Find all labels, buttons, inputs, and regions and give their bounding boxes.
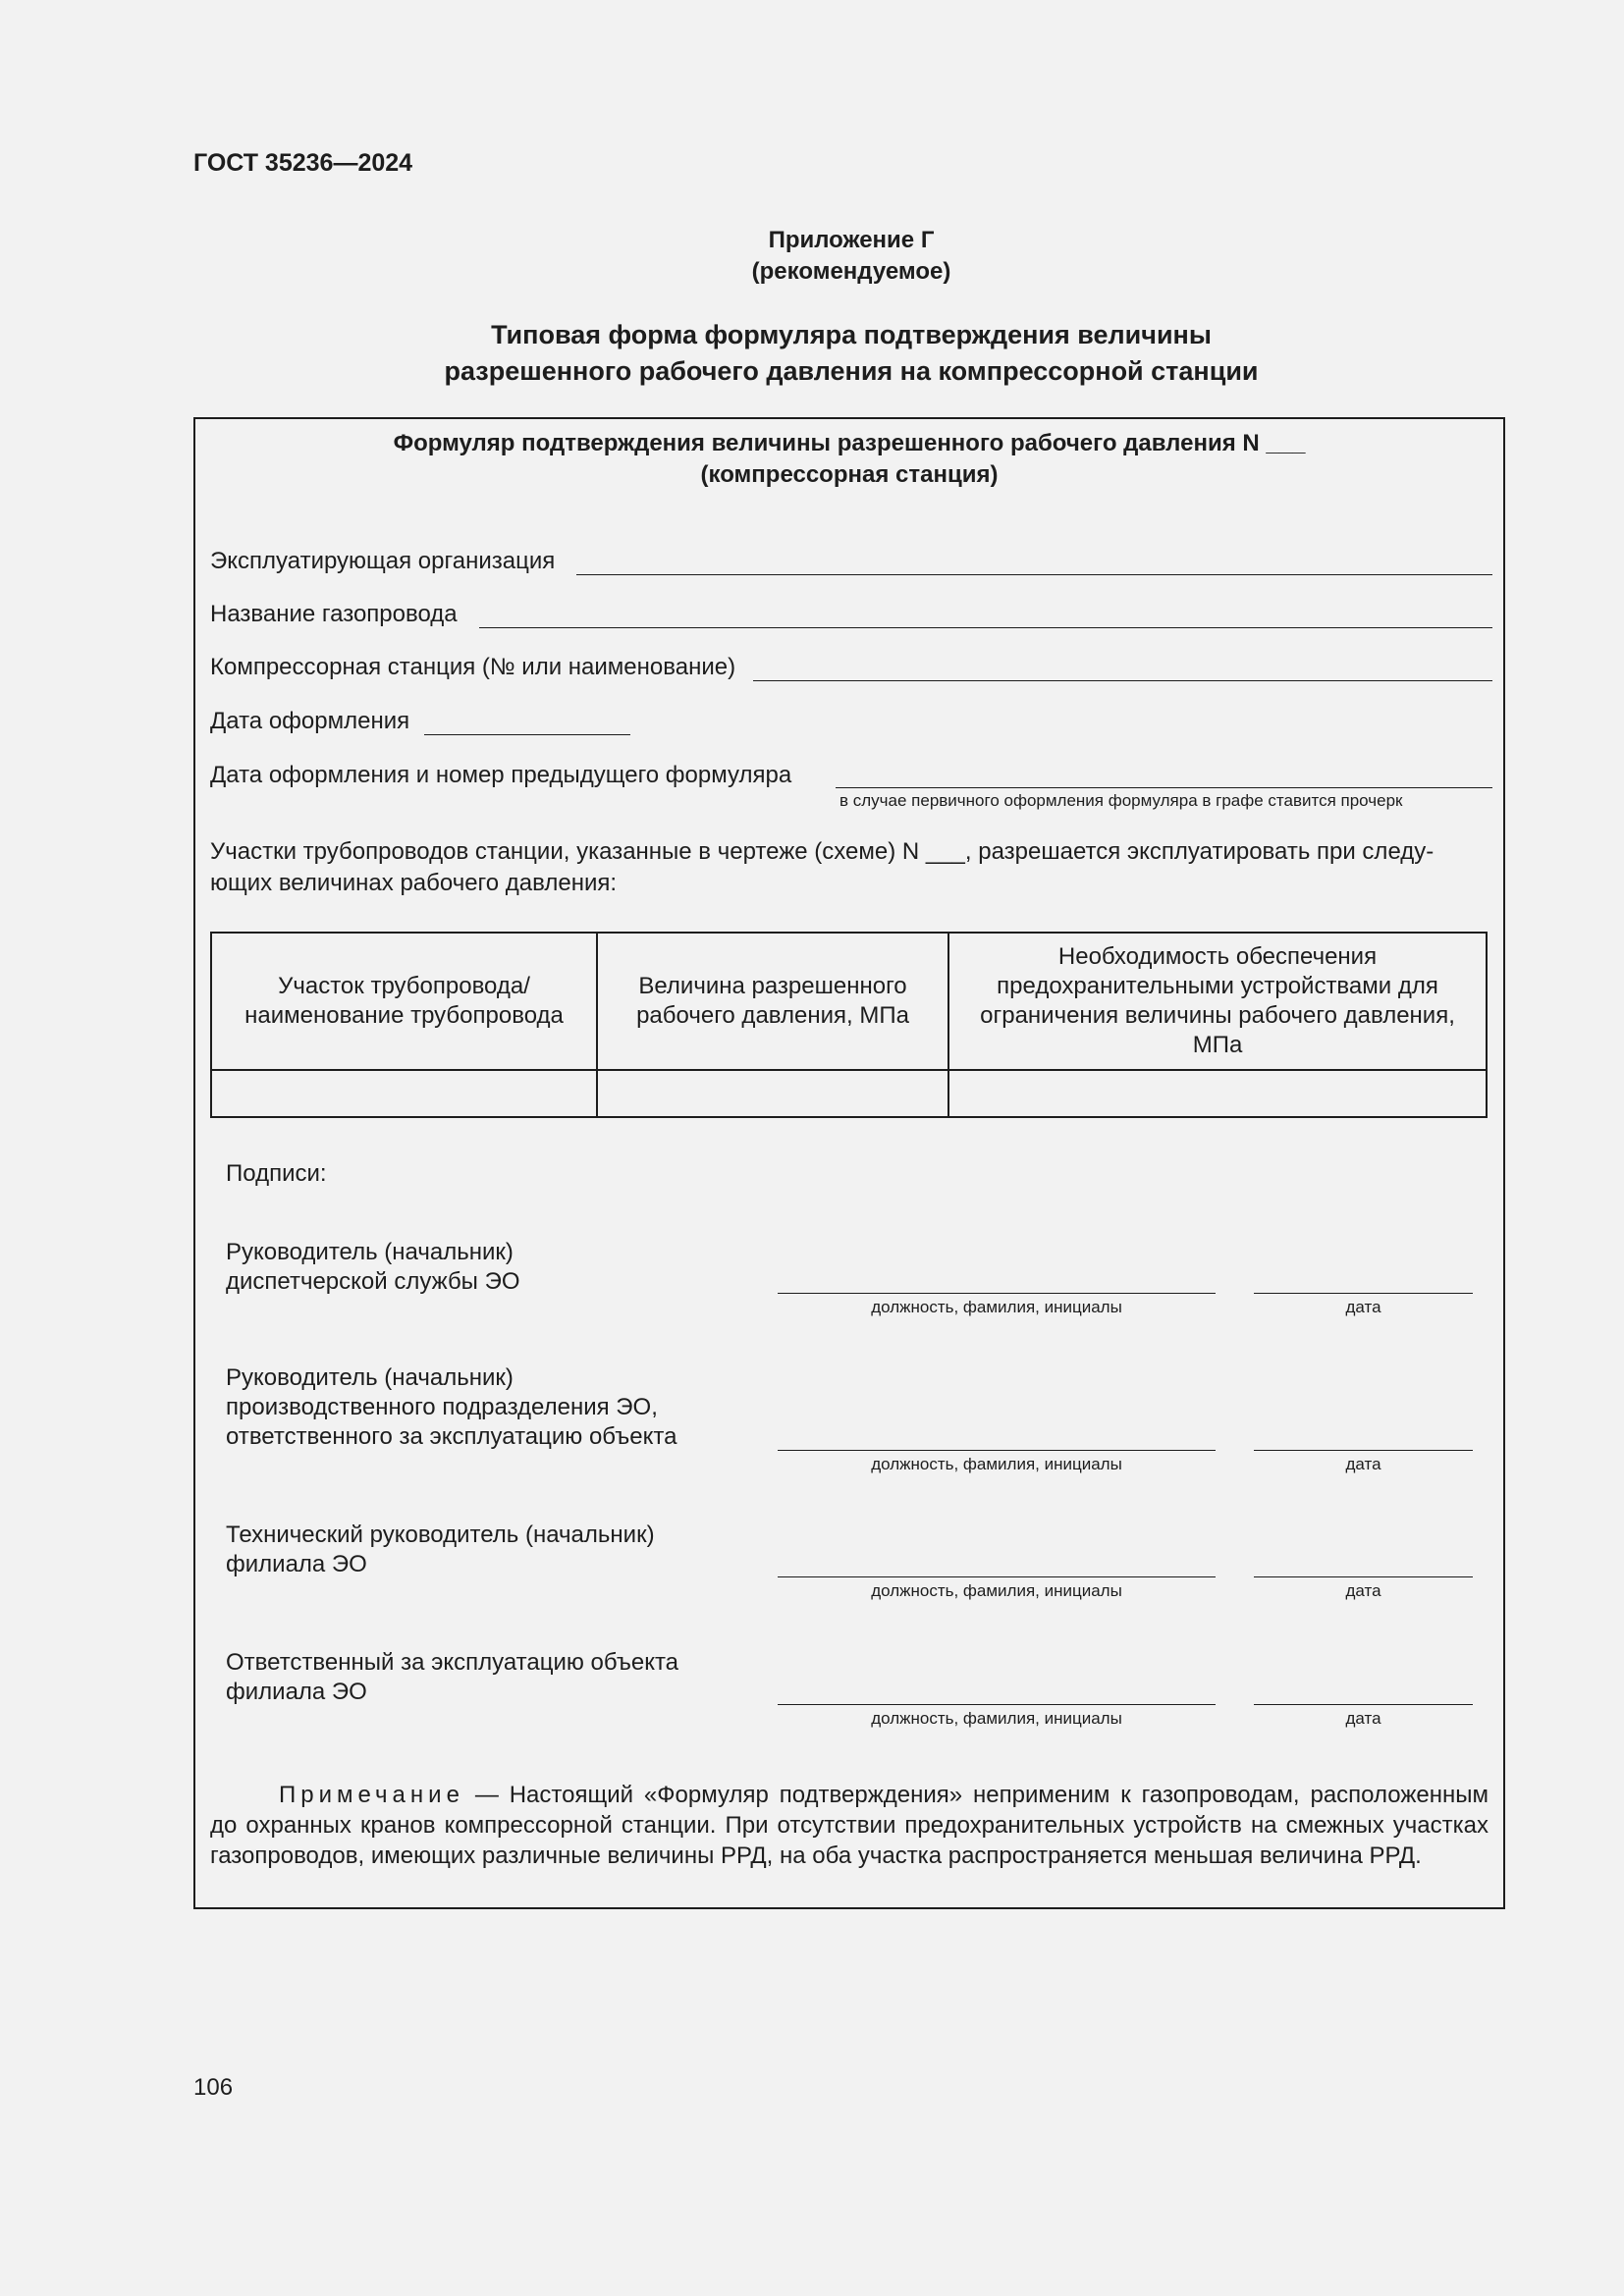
signatory-role-line: Ответственный за эксплуатацию объекта xyxy=(226,1649,679,1676)
signatory-role-line: Руководитель (начальник) xyxy=(226,1239,514,1265)
header-allowed-pressure: Величина разрешенного рабочего давления, МПа xyxy=(597,933,948,1070)
operator-field[interactable] xyxy=(576,574,1492,575)
pressure-table xyxy=(210,932,1488,1118)
form-title-line2: (компрессорная станция) xyxy=(700,461,999,488)
signature-date-line[interactable] xyxy=(1254,1293,1473,1294)
document-title xyxy=(0,317,1624,390)
signatory-production-head xyxy=(226,1363,677,1452)
table-row xyxy=(211,1070,1487,1117)
signatory-role-line: филиала ЭО xyxy=(226,1551,367,1577)
signature-date-caption: дата xyxy=(1345,1455,1381,1473)
pipeline-label: Название газопровода xyxy=(210,601,458,627)
appendix-letter: Приложение Г xyxy=(768,227,935,253)
page-number: 106 xyxy=(193,2074,234,2101)
station-label: Компрессорная станция (№ или наименование) xyxy=(210,654,736,680)
signature-name-caption: должность, фамилия, инициалы xyxy=(871,1709,1122,1728)
table-cell-pipeline-section[interactable] xyxy=(211,1070,597,1117)
header-safety-devices: Необходимость обеспечения предохранительными устройствами для ограничения величины рабочего давления, МПа xyxy=(948,933,1487,1070)
sections-text-line1: Участки трубопроводов станции, указанные в чертеже (схеме) N ___, разрешается эксплуатировать при следу- xyxy=(210,838,1435,865)
previous-form-label: Дата оформления и номер предыдущего формуляра xyxy=(210,762,792,788)
signatory-role-line: Руководитель (начальник) xyxy=(226,1364,514,1391)
previous-form-hint: в случае первичного оформления формуляра в графе ставится прочерк xyxy=(839,791,1403,810)
standard-number: ГОСТ 35236—2024 xyxy=(193,149,413,177)
signature-date-line[interactable] xyxy=(1254,1450,1473,1451)
table-cell-safety-devices[interactable] xyxy=(948,1070,1487,1117)
signature-date-caption: дата xyxy=(1345,1581,1381,1600)
signature-date-line[interactable] xyxy=(1254,1704,1473,1705)
signatory-technical-head xyxy=(226,1521,655,1579)
sections-text-line2: ющих величинах рабочего давления: xyxy=(210,870,618,896)
document-title-line1: Типовая форма формуляра подтверждения величины xyxy=(491,320,1212,349)
signature-name-line[interactable] xyxy=(778,1704,1216,1705)
signatory-role-line: ответственного за эксплуатацию объекта xyxy=(226,1423,677,1450)
signature-date-line[interactable] xyxy=(1254,1576,1473,1577)
signature-name-line[interactable] xyxy=(778,1293,1216,1294)
signatory-role-line: производственного подразделения ЭО, xyxy=(226,1394,658,1420)
signatory-role-line: филиала ЭО xyxy=(226,1679,367,1705)
table-cell-allowed-pressure[interactable] xyxy=(597,1070,948,1117)
signature-name-line[interactable] xyxy=(778,1576,1216,1577)
signatory-responsible-person xyxy=(226,1648,678,1707)
form-title-line1: Формуляр подтверждения величины разрешенного рабочего давления N ___ xyxy=(393,430,1306,456)
signature-name-caption: должность, фамилия, инициалы xyxy=(871,1298,1122,1316)
signatory-role-line: Технический руководитель (начальник) xyxy=(226,1522,655,1548)
signature-date-caption: дата xyxy=(1345,1709,1381,1728)
form-note xyxy=(210,1780,1489,1871)
previous-form-field[interactable] xyxy=(836,787,1492,788)
date-label: Дата оформления xyxy=(210,708,410,734)
sections-text xyxy=(210,836,1489,899)
signatures-label: Подписи: xyxy=(226,1160,327,1187)
operator-label: Эксплуатирующая организация xyxy=(210,548,556,574)
signature-name-line[interactable] xyxy=(778,1450,1216,1451)
table-header-row xyxy=(211,933,1487,1070)
header-pipeline-section: Участок трубопровода/ наименование трубопровода xyxy=(211,933,597,1070)
station-field[interactable] xyxy=(753,680,1492,681)
note-text: — Настоящий «Формуляр подтверждения» неприменим к газопроводам, расположенным до охранных кранов компрессорной станции. При отсутствии предохранительных устройств на смежных участках газопроводов, имеющих различные величины РРД, на оба участка распространяется меньшая величина РРД. xyxy=(210,1782,1489,1869)
date-field[interactable] xyxy=(424,734,630,735)
pipeline-field[interactable] xyxy=(479,627,1492,628)
form-title xyxy=(193,428,1505,491)
signatory-dispatch-head xyxy=(226,1238,520,1297)
document-title-line2: разрешенного рабочего давления на компрессорной станции xyxy=(444,356,1259,386)
appendix-heading xyxy=(0,225,1624,288)
signatory-role-line: диспетчерской службы ЭО xyxy=(226,1268,520,1295)
note-label: Примечание xyxy=(279,1782,464,1808)
signature-name-caption: должность, фамилия, инициалы xyxy=(871,1581,1122,1600)
signature-date-caption: дата xyxy=(1345,1298,1381,1316)
signature-name-caption: должность, фамилия, инициалы xyxy=(871,1455,1122,1473)
appendix-status: (рекомендуемое) xyxy=(751,258,951,285)
